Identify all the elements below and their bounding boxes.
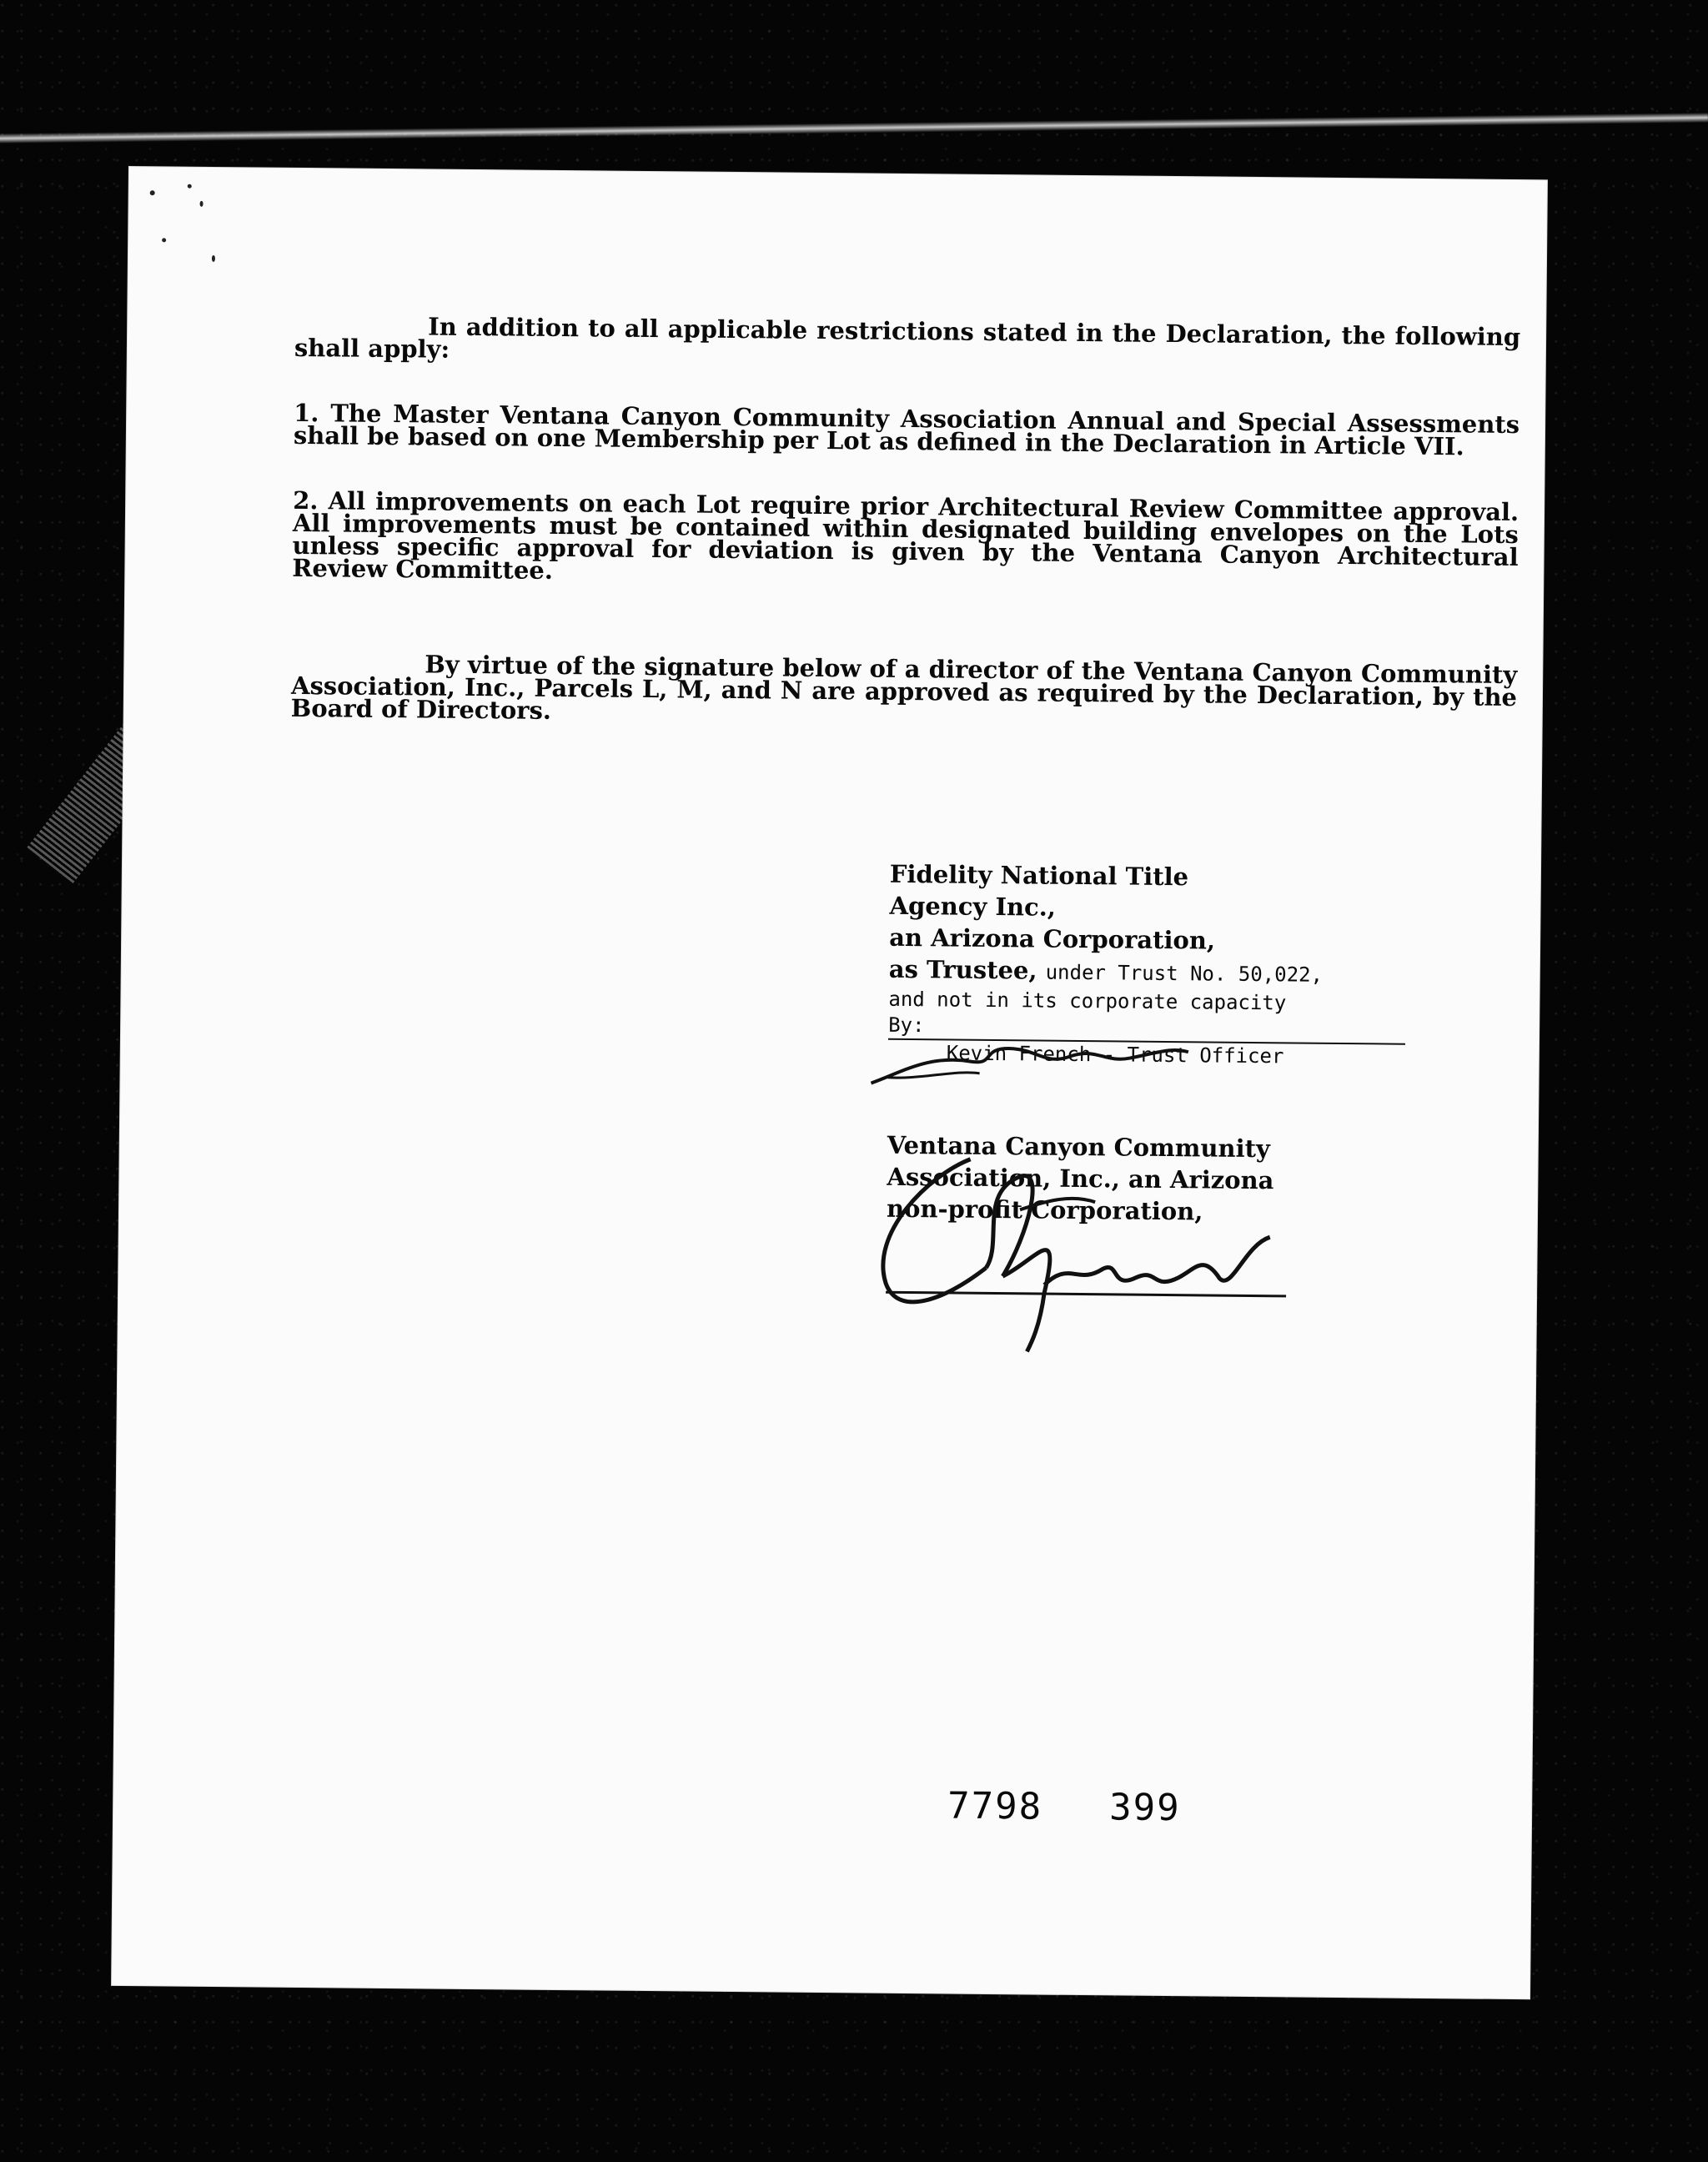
scan-specks — [129, 167, 1547, 180]
ventana-signature-rule — [886, 1291, 1286, 1298]
fidelity-line-3: an Arizona Corporation, — [889, 923, 1216, 955]
ventana-line-2: Association, Inc., an Arizona — [887, 1162, 1274, 1195]
ventana-line-3: non-profit Corporation, — [886, 1194, 1203, 1226]
ventana-line-1: Ventana Canyon Community — [887, 1130, 1271, 1164]
trust-number: under Trust No. 50,022, — [1045, 960, 1324, 987]
by-label: By: — [888, 1013, 925, 1038]
book-number: 7798 — [947, 1784, 1043, 1828]
fidelity-signature-block — [888, 858, 1407, 1070]
ventana-signature-block — [886, 1129, 1404, 1299]
trustee-label: as Trustee, — [888, 954, 1037, 985]
page-number: 399 — [1108, 1786, 1181, 1830]
fidelity-line-1: Fidelity National Title — [889, 859, 1189, 892]
approval-paragraph — [291, 652, 1518, 732]
fidelity-line-4 — [889, 953, 1406, 992]
scan-edge-line — [0, 113, 1708, 143]
capacity-text: and not in its corporate capacity — [888, 987, 1287, 1015]
item-1-paragraph: 1. The Master Ventana Canyon Community Association Annual and Special Assessments shall be based on one Membership per Lot as defined in the Declaration in Article VII. — [293, 398, 1520, 461]
fidelity-line-2: Agency Inc., — [889, 891, 1057, 922]
recording-page-numbers — [947, 1785, 1248, 1830]
approval-text: By virtue of the signature below of a director of the Ventana Canyon Community Association, Inc., Parcels L, M, and N are approved as required by the Declaration, by the Board of Directors. — [290, 650, 1518, 725]
intro-paragraph — [294, 314, 1520, 371]
item-2-paragraph: 2. All improvements on each Lot require prior Architectural Review Committee approval. All improvements must be contained within designated building envelopes on the Lots unless specific approval for deviation is given by the Ventana Canyon Architectural Review Committee. — [292, 485, 1520, 585]
intro-text: In addition to all applicable restrictions stated in the Declaration, the following shall apply: — [294, 312, 1521, 364]
signer-name: Kevin French - Trust Officer — [946, 1041, 1284, 1068]
document-sheet — [112, 167, 1547, 1999]
